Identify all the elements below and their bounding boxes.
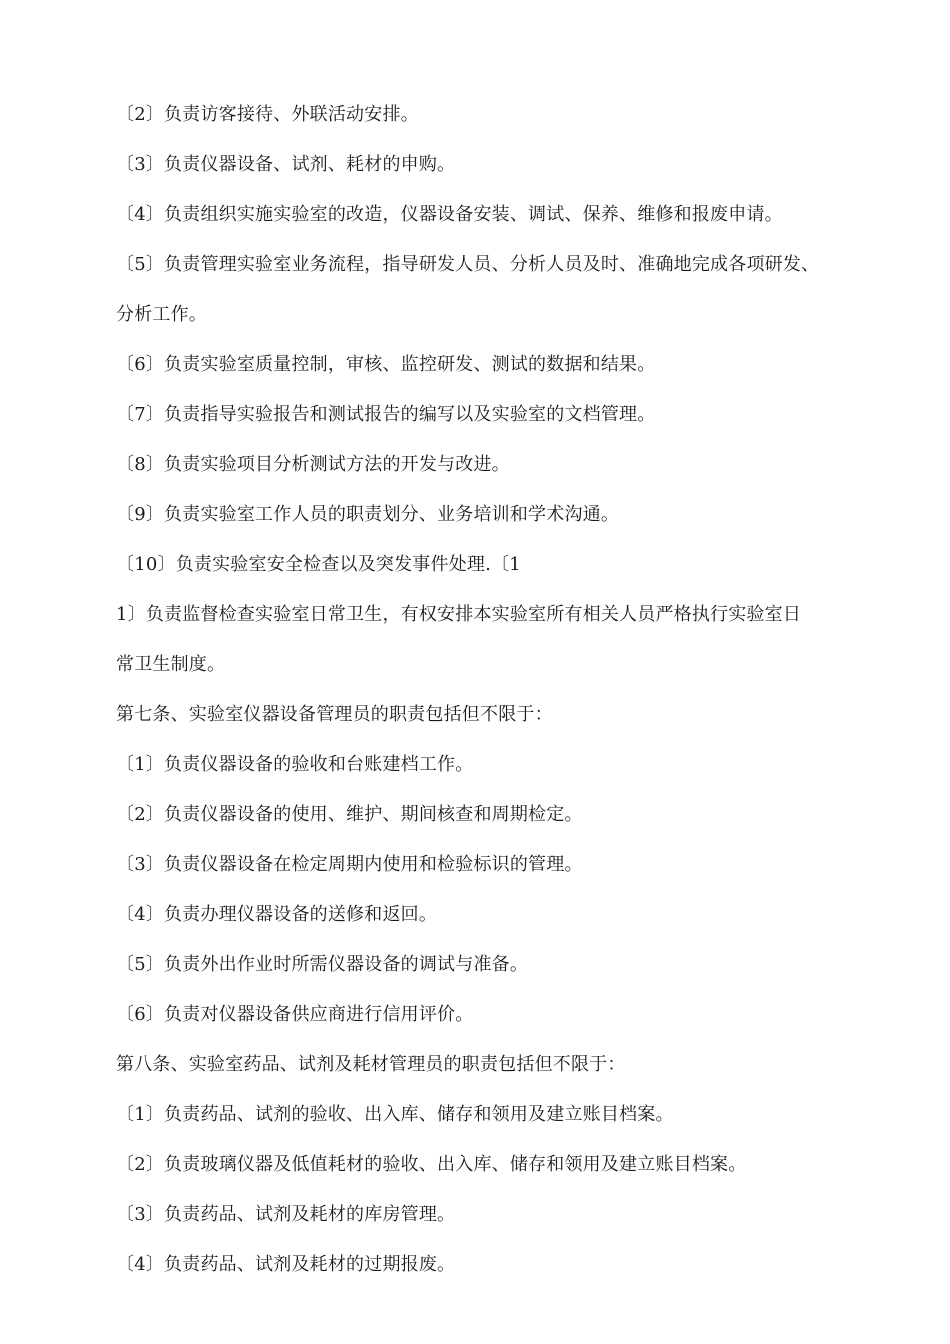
clause-line: 〔2〕负责仪器设备的使用、维护、期间核查和周期检定。: [116, 804, 583, 825]
clause-line: 〔7〕负责指导实验报告和测试报告的编写以及实验室的文档管理。: [116, 404, 656, 425]
clause-line: 〔1〕负责药品、试剂的验收、出入库、储存和领用及建立账目档案。: [116, 1104, 674, 1125]
clause-line: 〔2〕负责玻璃仪器及低值耗材的验收、出入库、储存和领用及建立账目档案。: [116, 1154, 747, 1175]
clause-line: 〔3〕负责仪器设备、试剂、耗材的申购。: [116, 154, 456, 175]
clause-line: 〔6〕负责实验室质量控制，审核、监控研发、测试的数据和结果。: [116, 354, 656, 375]
clause-line: 〔3〕负责药品、试剂及耗材的库房管理。: [116, 1204, 456, 1225]
clause-line: 〔9〕负责实验室工作人员的职责划分、业务培训和学术沟通。: [116, 504, 620, 525]
clause-line-continuation: 常卫生制度。: [116, 654, 226, 675]
article-heading: 第八条、实验室药品、试剂及耗材管理员的职责包括但不限于：: [116, 1054, 626, 1075]
clause-line: 1〕负责监督检查实验室日常卫生，有权安排本实验室所有相关人员严格执行实验室日: [116, 604, 802, 625]
clause-line: 〔1〕负责仪器设备的验收和台账建档工作。: [116, 754, 474, 775]
clause-line: 〔10〕负责实验室安全检查以及突发事件处理.〔1: [116, 554, 521, 575]
clause-line-continuation: 分析工作。: [116, 304, 207, 325]
clause-line: 〔4〕负责组织实施实验室的改造，仪器设备安装、调试、保养、维修和报废申请。: [116, 204, 783, 225]
clause-line: 〔3〕负责仪器设备在检定周期内使用和检验标识的管理。: [116, 854, 583, 875]
clause-line: 〔5〕负责管理实验室业务流程，指导研发人员、分析人员及时、准确地完成各项研发、: [116, 254, 820, 275]
clause-line: 〔2〕负责访客接待、外联活动安排。: [116, 104, 419, 125]
clause-line: 〔4〕负责药品、试剂及耗材的过期报废。: [116, 1254, 456, 1275]
article-heading: 第七条、实验室仪器设备管理员的职责包括但不限于：: [116, 704, 553, 725]
clause-line: 〔5〕负责外出作业时所需仪器设备的调试与准备。: [116, 954, 529, 975]
clause-line: 〔4〕负责办理仪器设备的送修和返回。: [116, 904, 438, 925]
clause-line: 〔8〕负责实验项目分析测试方法的开发与改进。: [116, 454, 510, 475]
clause-line: 〔6〕负责对仪器设备供应商进行信用评价。: [116, 1004, 474, 1025]
